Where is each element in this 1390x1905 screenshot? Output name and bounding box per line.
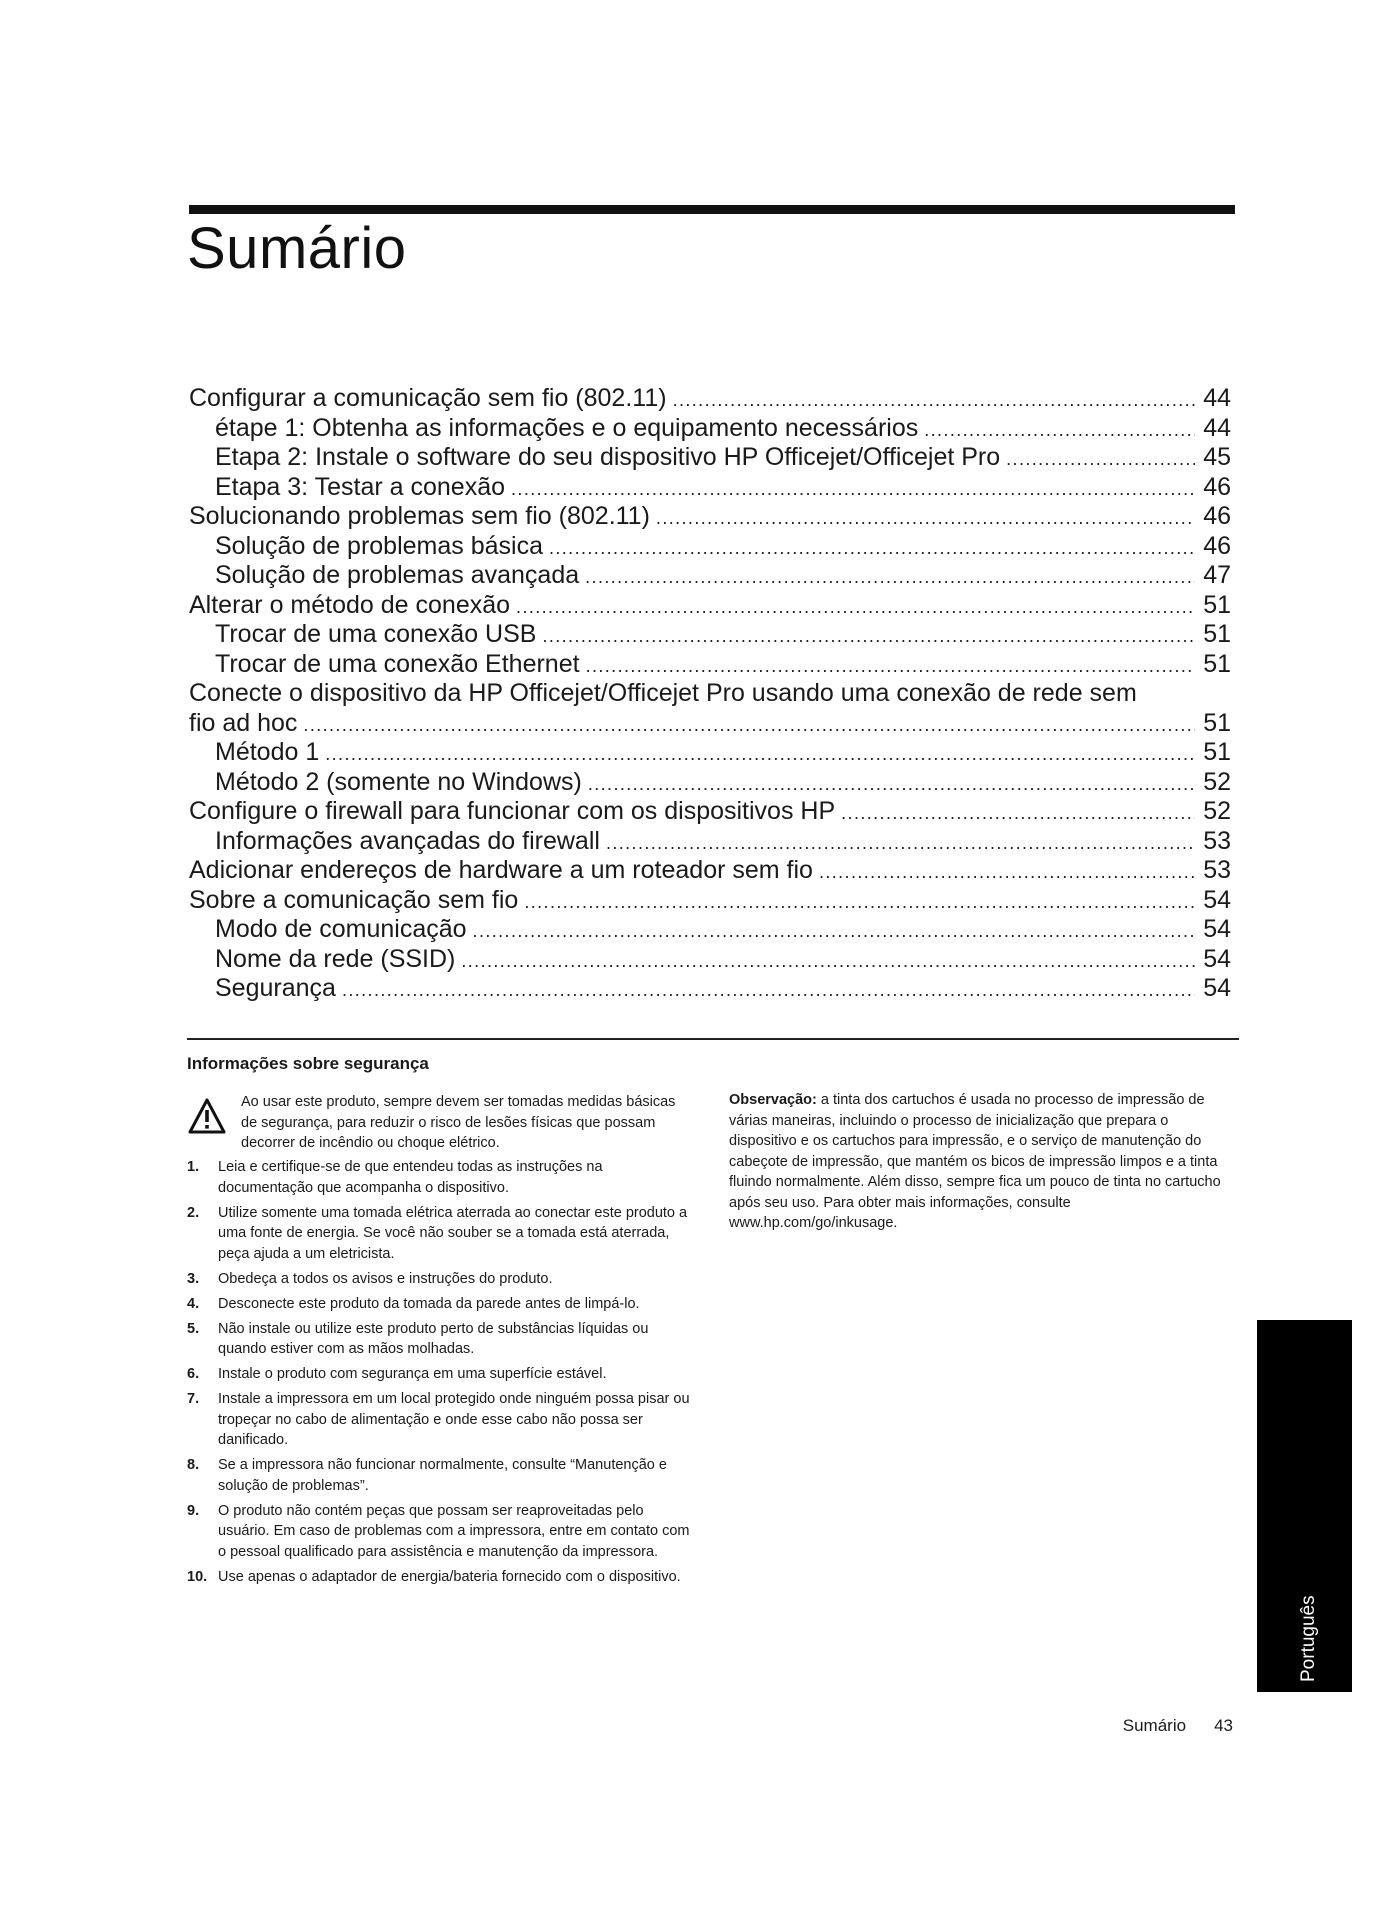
section-divider bbox=[187, 1038, 1239, 1040]
language-tab bbox=[1257, 1320, 1352, 1692]
ink-usage-note bbox=[729, 1090, 1229, 1234]
title-rule bbox=[189, 205, 1235, 214]
toc-entry[interactable]: Alterar o método de conexão ..... 51 bbox=[189, 591, 1231, 621]
safety-list bbox=[187, 1157, 692, 1592]
list-item: 7. Instale a impressora em um local protegido onde ninguém possa pisar ou tropeçar no cabo de alimentação e onde esse cabo não possa ser danificado. bbox=[187, 1391, 690, 1448]
toc-entry[interactable]: Configurar a comunicação sem fio (802.11) ..... 44 bbox=[189, 384, 1231, 414]
list-item: 6. Instale o produto com segurança em uma superfície estável. bbox=[187, 1366, 607, 1382]
toc-entry[interactable]: Solução de problemas básica ..... 46 bbox=[189, 532, 1231, 562]
warning-triangle-icon bbox=[187, 1097, 227, 1135]
toc-entry[interactable]: Modo de comunicação ..... 54 bbox=[189, 915, 1231, 945]
list-item: 10. Use apenas o adaptador de energia/bateria fornecido com o dispositivo. bbox=[187, 1568, 681, 1585]
toc-entry[interactable]: Informações avançadas do firewall ..... 53 bbox=[189, 827, 1231, 857]
toc-entry[interactable]: étape 1: Obtenha as informações e o equipamento necessários ..... 44 bbox=[189, 414, 1231, 444]
toc-entry[interactable]: Sobre a comunicação sem fio ..... 54 bbox=[189, 886, 1231, 916]
page-number: 43 bbox=[1214, 1716, 1233, 1735]
toc-entry[interactable]: Trocar de uma conexão USB ..... 51 bbox=[189, 620, 1231, 650]
toc-entry[interactable]: Etapa 3: Testar a conexão ..... 46 bbox=[189, 473, 1231, 503]
toc-entry[interactable]: Solucionando problemas sem fio (802.11) ..... 46 bbox=[189, 502, 1231, 532]
toc-entry[interactable]: Trocar de uma conexão Ethernet ..... 51 bbox=[189, 650, 1231, 680]
list-item: 4. Desconecte este produto da tomada da parede antes de limpá-lo. bbox=[187, 1295, 640, 1312]
language-tab-label: Português bbox=[1298, 1595, 1319, 1682]
list-item: 1. Leia e certifique-se de que entendeu todas as instruções na documentação que acompanha o dispositivo. bbox=[187, 1159, 603, 1196]
toc-entry[interactable]: Método 1 ..... 51 bbox=[189, 738, 1231, 768]
list-item: 3. Obedeça a todos os avisos e instruções do produto. bbox=[187, 1270, 553, 1287]
toc-entry[interactable]: Nome da rede (SSID) ..... 54 bbox=[189, 945, 1231, 975]
toc-entry[interactable]: Solução de problemas avançada ..... 47 bbox=[189, 561, 1231, 591]
note-label: Observação: bbox=[729, 1092, 817, 1108]
list-item: 8. Se a impressora não funcionar normalmente, consulte “Manutenção e solução de problemas”. bbox=[187, 1457, 667, 1494]
list-item: 9. O produto não contém peças que possam ser reaproveitadas pelo usuário. Em caso de problemas com a impressora, entre em contato com o pessoal qualificado para assistência e manutenção da impressora. bbox=[187, 1502, 690, 1560]
toc-entry[interactable]: fio ad hoc ..... 51 bbox=[189, 709, 1231, 739]
toc-entry[interactable]: Método 2 (somente no Windows) ..... 52 bbox=[189, 768, 1231, 798]
toc-entry[interactable]: Segurança ..... 54 bbox=[189, 974, 1231, 1004]
table-of-contents bbox=[189, 384, 1231, 1004]
toc-entry[interactable]: Adicionar endereços de hardware a um roteador sem fio ..... 53 bbox=[189, 856, 1231, 886]
list-item: 2. Utilize somente uma tomada elétrica aterrada ao conectar este produto a uma fonte de energia. Se você não souber se a tomada está aterrada, peça ajuda a um eletricista. bbox=[187, 1204, 688, 1262]
note-text: a tinta dos cartuchos é usada no processo de impressão de várias maneiras, incluindo o processo de inicialização que prepara o dispositivo e os cartuchos para impressão, e o serviço de manutenção do cabeçote de impressão, que mantém os bicos de impressão limpos e a tinta fluindo normalmente. Além disso, sempre fica um pouco de tinta no cartucho após seu uso. Para obter mais informações, consulte www.hp.com/go/inkusage. bbox=[729, 1092, 1221, 1231]
toc-entry-first-line[interactable]: Conecte o dispositivo da HP Officejet/Officejet Pro usando uma conexão de rede sem bbox=[189, 679, 1137, 707]
page-title: Sumário bbox=[187, 216, 407, 281]
toc-entry[interactable]: Configure o firewall para funcionar com os dispositivos HP ..... 52 bbox=[189, 797, 1231, 827]
list-item: 5. Não instale ou utilize este produto perto de substâncias líquidas ou quando estiver com as mãos molhadas. bbox=[187, 1320, 649, 1357]
toc-entry[interactable]: Etapa 2: Instale o software do seu dispositivo HP Officejet/Officejet Pro ..... 45 bbox=[189, 443, 1231, 473]
safety-heading: Informações sobre segurança bbox=[187, 1054, 429, 1073]
warning-text: Ao usar este produto, sempre devem ser tomadas medidas básicas de segurança, para reduzir o risco de lesões físicas que possam decorrer de incêndio ou choque elétrico. bbox=[241, 1094, 676, 1151]
footer-label: Sumário bbox=[1122, 1716, 1187, 1735]
page-footer bbox=[1123, 1716, 1233, 1736]
